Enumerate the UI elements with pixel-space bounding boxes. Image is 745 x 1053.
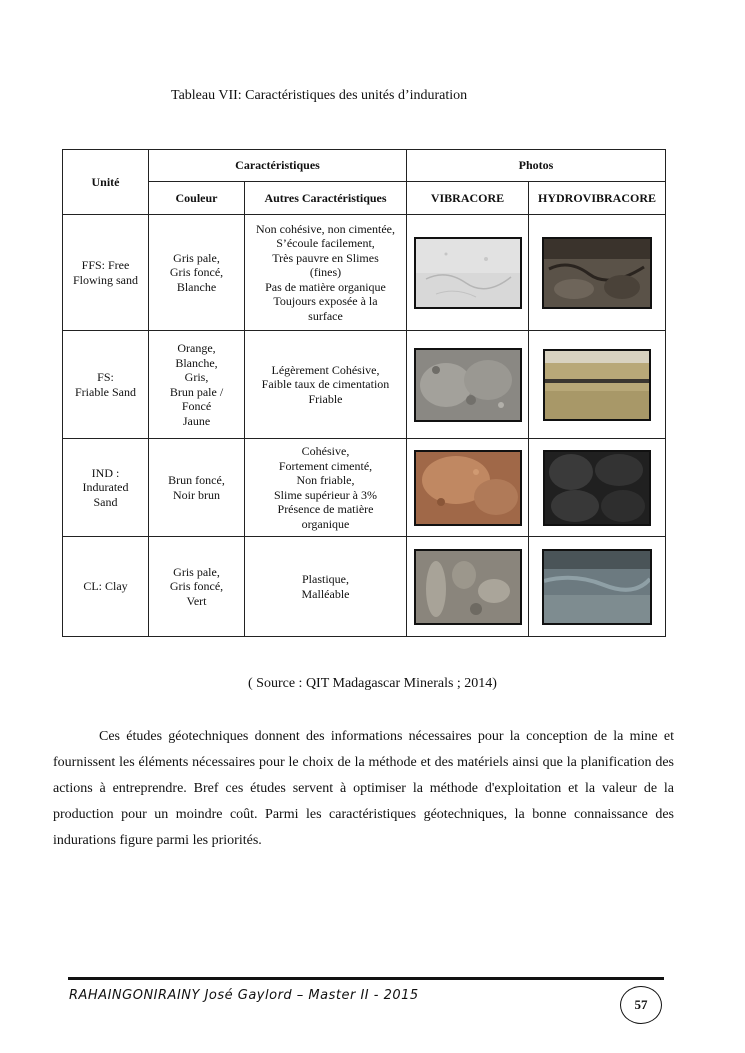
footer-author: RAHAINGONIRAINY José Gaylord – Master II - 2015 (69, 988, 419, 1003)
sample-photo-ind-vibracore (414, 450, 522, 526)
cell-couleur: Brun foncé, Noir brun (149, 439, 245, 537)
sample-photo-ffs-hydrovibracore (542, 237, 652, 309)
cell-unite: IND : Indurated Sand (63, 439, 149, 537)
cell-unite: CL: Clay (63, 537, 149, 637)
page-number: 57 (620, 986, 662, 1024)
header-hydrovibracore: HYDROVIBRACORE (529, 182, 666, 215)
cell-autres: Non cohésive, non cimentée, S’écoule facilement, Très pauvre en Slimes (fines) Pas de matière organique Toujours exposée à la surface (245, 215, 407, 331)
cell-photo-vibracore (407, 537, 529, 637)
cell-photo-hydrovibracore (529, 537, 666, 637)
table-row (63, 215, 666, 331)
cell-couleur: Gris pale, Gris foncé, Blanche (149, 215, 245, 331)
cell-autres: Légèrement Cohésive, Faible taux de cimentation Friable (245, 331, 407, 439)
sample-photo-ffs-vibracore (414, 237, 522, 309)
cell-couleur: Orange, Blanche, Gris, Brun pale / Foncé Jaune (149, 331, 245, 439)
cell-photo-hydrovibracore (529, 331, 666, 439)
cell-couleur: Gris pale, Gris foncé, Vert (149, 537, 245, 637)
header-autres: Autres Caractéristiques (245, 182, 407, 215)
cell-photo-hydrovibracore (529, 215, 666, 331)
cell-autres: Plastique, Malléable (245, 537, 407, 637)
table-caption: Tableau VII: Caractéristiques des unités d’induration (171, 88, 468, 103)
cell-autres: Cohésive, Fortement cimenté, Non friable, Slime supérieur à 3% Présence de matière organique (245, 439, 407, 537)
header-vibracore: VIBRACORE (407, 182, 529, 215)
footer-divider (68, 977, 664, 980)
cell-photo-vibracore (407, 215, 529, 331)
sample-photo-fs-vibracore (414, 348, 522, 422)
header-couleur: Couleur (149, 182, 245, 215)
cell-photo-hydrovibracore (529, 439, 666, 537)
header-caracteristiques: Caractéristiques (149, 150, 407, 182)
table-row (63, 331, 666, 439)
sample-photo-cl-hydrovibracore (542, 549, 652, 625)
cell-unite: FS: Friable Sand (63, 331, 149, 439)
header-unite: Unité (63, 150, 149, 215)
sample-photo-fs-hydrovibracore (543, 349, 651, 421)
cell-photo-vibracore (407, 331, 529, 439)
header-photos: Photos (407, 150, 666, 182)
sample-photo-ind-hydrovibracore (543, 450, 651, 526)
table-row (63, 537, 666, 637)
sample-photo-cl-vibracore (414, 549, 522, 625)
cell-unite: FFS: Free Flowing sand (63, 215, 149, 331)
table-row (63, 439, 666, 537)
induration-table (62, 149, 666, 637)
source-citation: ( Source : QIT Madagascar Minerals ; 2014) (248, 676, 497, 691)
body-paragraph: Ces études géotechniques donnent des informations nécessaires pour la conception de la mine et fournissent les éléments nécessaires pour le choix de la méthode et des matériels ainsi que la planification des actions à entreprendre. Bref ces études servent à optimiser la méthode d'exploitation et la valeur de la production pour un moindre coût. Parmi les caractéristiques géotechniques, la bonne connaissance des indurations figure parmi les priorités. (53, 729, 674, 848)
cell-photo-vibracore (407, 439, 529, 537)
